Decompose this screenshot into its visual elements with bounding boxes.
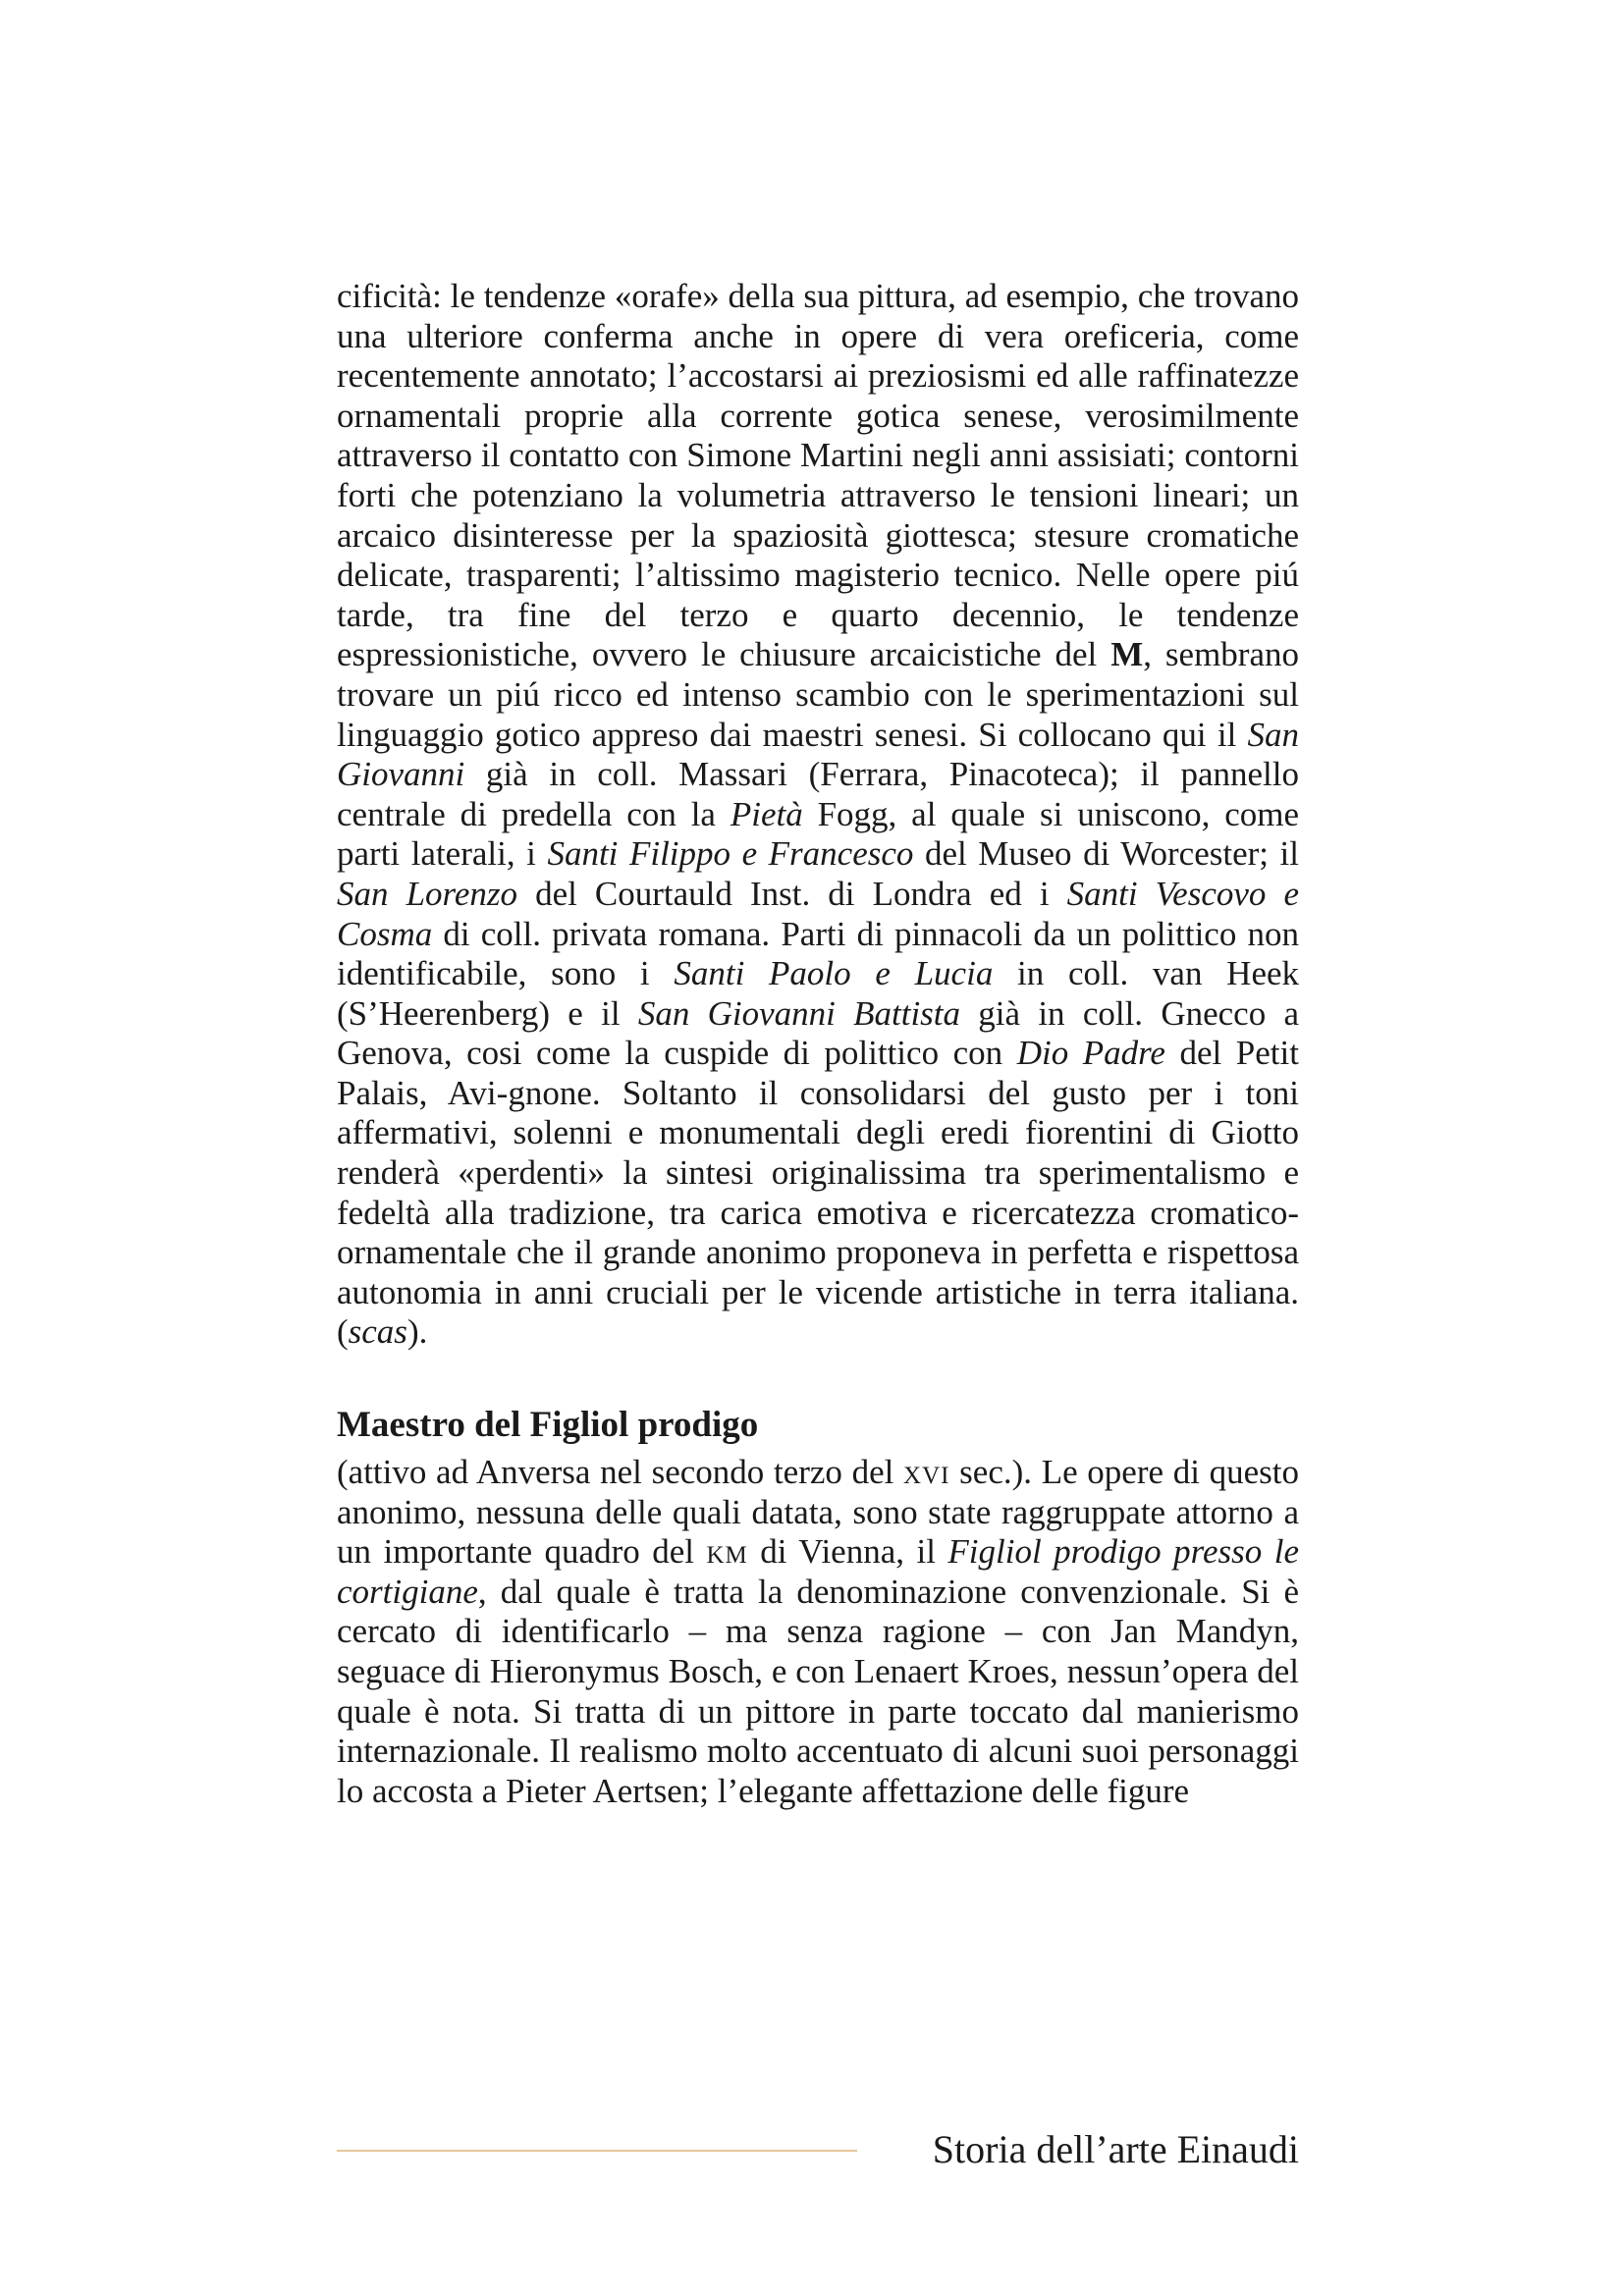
text-span: , dal quale è tratta la denominazione convenzionale. Si è cercato di identificarlo – ma senza ragione – con Jan Mandyn, seguace di Hieronymus Bosch, e con Lenaert Kroes, nessun’opera del quale è nota. Si tratta di un pittore in parte toccato dal manierismo internazionale. Il realismo molto accentuato di alcuni suoi personaggi lo accosta a Pieter Aertsen; l’elegante affettazione delle figure — [337, 1572, 1299, 1810]
text-span: in coll. van Heek (S’Heerenberg) e il — [337, 954, 1300, 1033]
artwork-title: San Lorenzo — [337, 874, 518, 913]
text-span: Fogg, al quale si uniscono, come parti laterali, i — [337, 794, 1299, 874]
footer-title: Storia dell’arte Einaudi — [932, 2127, 1299, 2171]
century-numeral: xvi — [903, 1453, 950, 1492]
artwork-title: Santi Filippo e Francesco — [547, 834, 914, 874]
text-span: sec.). Le opere di questo anonimo, nessuna delle quali datata, sono state raggruppate attorno a un importante quadro del — [337, 1453, 1299, 1572]
page-body — [337, 277, 1299, 1811]
text-span: del Courtauld Inst. di Londra ed i — [517, 874, 1067, 913]
text-span: , sembrano trovare un piú ricco ed intenso scambio con le sperimentazioni sul linguaggio gotico appreso dai maestri senesi. Si collocano qui il — [337, 635, 1299, 754]
artwork-title: Pietà — [730, 794, 803, 833]
artwork-title: Dio Padre — [1016, 1034, 1165, 1073]
text-span: già in coll. Massari (Ferrara, Pinacoteca); il pannello centrale di predella con la — [337, 755, 1299, 833]
text-span: (attivo ad Anversa nel secondo terzo del — [337, 1453, 904, 1492]
text-span: di coll. privata romana. Parti di pinnacoli da un polittico non identificabile, sono i — [337, 914, 1299, 993]
paragraph-continuation — [337, 277, 1299, 1353]
text-span: ). — [406, 1312, 428, 1352]
artwork-title: Figliol prodigo presso le cortigiane — [337, 1532, 1299, 1611]
entry-body — [337, 1453, 1299, 1811]
footer-rule — [337, 2150, 857, 2152]
artwork-title: San Giovanni Battista — [637, 993, 961, 1033]
entry-title: Maestro del Figliol prodigo — [337, 1405, 759, 1446]
text-span: di Vienna, il — [747, 1532, 948, 1572]
artwork-title: Santi Paolo e Lucia — [674, 954, 994, 993]
museum-abbreviation: km — [706, 1532, 748, 1572]
text-span: del Museo di Worcester; il — [913, 834, 1299, 874]
artist-abbreviation: M — [1110, 635, 1144, 674]
text-span: cificità: le tendenze «orafe» della sua pittura, ad esempio, che trovano una ulteriore conferma anche in opere di vera oreficeria, come recentemente annotato; l’accostarsi ai preziosismi ed alle raffinatezze ornamentali proprie alla corrente gotica senese, verosimilmente attraverso il contatto con Simone Martini negli anni assisiati; contorni forti che potenziano la volumetria attraverso le tensioni lineari; un arcaico disinteresse per la spaziosità giottesca; stesure cromatiche delicate, trasparenti; l’altissimo magisterio tecnico. Nelle opere piú tarde, tra fine del terzo e quarto decennio, le tendenze espressionistiche, ovvero le chiusure arcaicistiche del — [337, 277, 1299, 674]
text-span: del Petit Palais, Avi-gnone. Soltanto il consolidarsi del gusto per i toni affermativi, solenni e monumentali degli eredi fiorentini di Giotto renderà «perdenti» la sintesi originalissima tra sperimentalismo e fedeltà alla tradizione, tra carica emotiva e ricercatezza cromatico-ornamentale che il grande anonimo proponeva in perfetta e rispettosa autonomia in anni cruciali per le vicende artistiche in terra italiana. ( — [337, 1034, 1299, 1352]
text-span: già in coll. Gnecco a Genova, cosi come la cuspide di polittico con — [337, 993, 1300, 1073]
artwork-title: San Giovanni — [337, 715, 1299, 794]
artwork-title: Santi Vescovo e Cosma — [337, 874, 1299, 953]
author-initials: scas — [348, 1312, 407, 1352]
